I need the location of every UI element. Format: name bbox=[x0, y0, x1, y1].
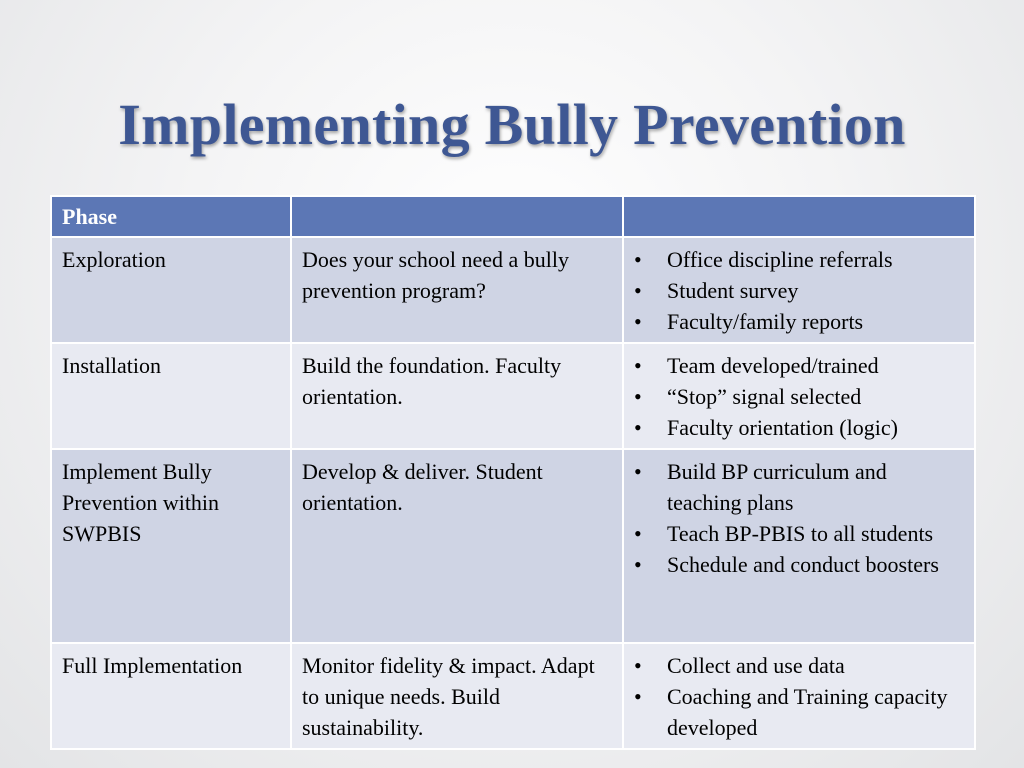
header-phase: Phase bbox=[51, 196, 291, 237]
phase-cell: Implement Bully Prevention within SWPBIS bbox=[51, 449, 291, 643]
bullet-list bbox=[634, 350, 964, 443]
table-row-full-implementation bbox=[51, 643, 975, 749]
description-cell: Develop & deliver. Student orientation. bbox=[291, 449, 623, 643]
header-items bbox=[623, 196, 975, 237]
bullet-item: • Build BP curriculum and teaching plans bbox=[634, 456, 964, 518]
bullet-item: • Coaching and Training capacity developed bbox=[634, 681, 964, 743]
phase-cell: Exploration bbox=[51, 237, 291, 343]
items-cell bbox=[623, 643, 975, 749]
description-cell: Does your school need a bully prevention program? bbox=[291, 237, 623, 343]
bullet-item: • Collect and use data bbox=[634, 650, 964, 681]
bullet-item: • Schedule and conduct boosters bbox=[634, 549, 964, 580]
bullet-item: • Faculty orientation (logic) bbox=[634, 412, 964, 443]
table-row-exploration bbox=[51, 237, 975, 343]
slide-title: Implementing Bully Prevention bbox=[118, 92, 906, 157]
phase-table bbox=[50, 195, 976, 750]
bullet-item: • “Stop” signal selected bbox=[634, 381, 964, 412]
items-cell bbox=[623, 449, 975, 643]
bullet-item: • Faculty/family reports bbox=[634, 306, 964, 337]
bullet-list bbox=[634, 650, 964, 743]
bullet-list bbox=[634, 456, 964, 580]
table-row-implement bbox=[51, 449, 975, 643]
phase-cell: Installation bbox=[51, 343, 291, 449]
description-cell: Build the foundation. Faculty orientation. bbox=[291, 343, 623, 449]
items-cell bbox=[623, 237, 975, 343]
table-header-row bbox=[51, 196, 975, 237]
bullet-list bbox=[634, 244, 964, 337]
phase-cell: Full Implementation bbox=[51, 643, 291, 749]
header-description bbox=[291, 196, 623, 237]
description-cell: Monitor fidelity & impact. Adapt to unique needs. Build sustainability. bbox=[291, 643, 623, 749]
items-cell bbox=[623, 343, 975, 449]
bullet-item: • Team developed/trained bbox=[634, 350, 964, 381]
table-row-installation bbox=[51, 343, 975, 449]
bullet-item: • Office discipline referrals bbox=[634, 244, 964, 275]
bullet-item: • Student survey bbox=[634, 275, 964, 306]
bullet-item: • Teach BP-PBIS to all students bbox=[634, 518, 964, 549]
